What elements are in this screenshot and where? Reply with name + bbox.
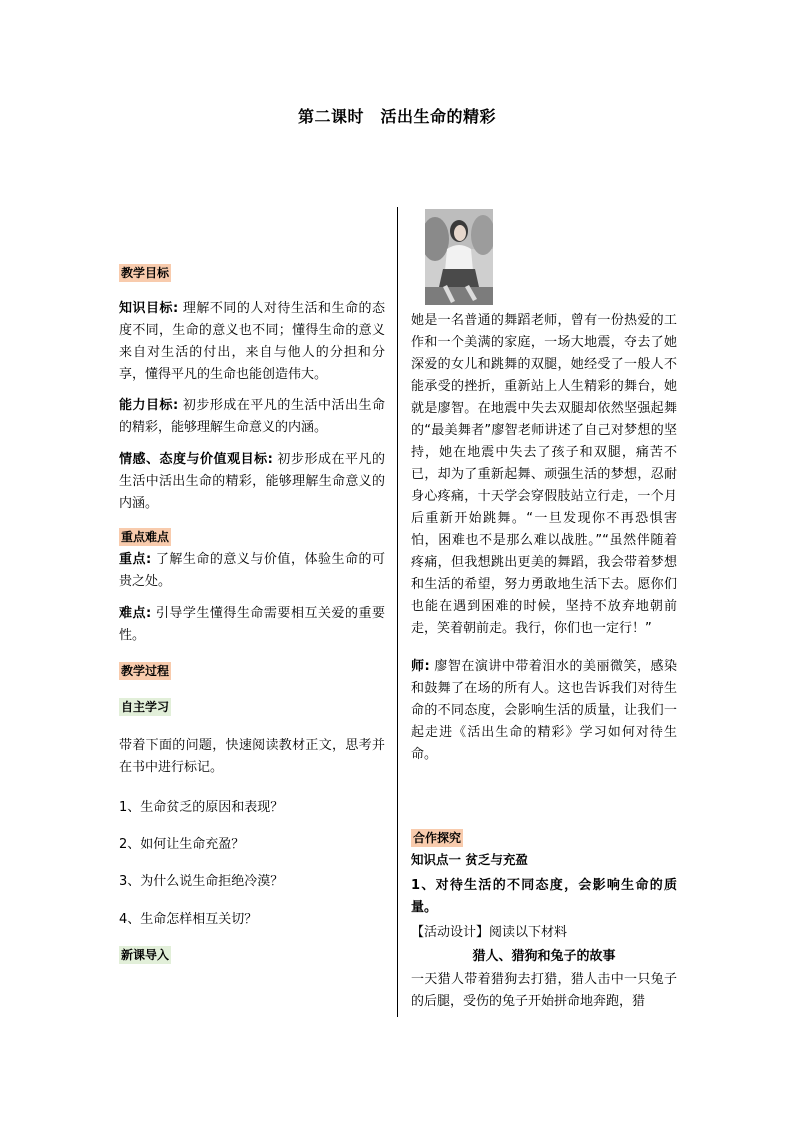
knowledge-goal-text: 理解不同的人对待生活和生命的态度不同，生命的意义也不同；懂得生命的意义来自对生活的付出，来自与他人的分担和分享，懂得平凡的生命也能创造伟大。	[119, 301, 385, 382]
activity-design: 【活动设计】阅读以下材料	[411, 925, 568, 940]
new-lesson-heading: 新课导入	[121, 948, 170, 962]
portrait-photo-icon	[425, 209, 493, 305]
story-paragraph: 她是一名普通的舞蹈老师，曾有一份热爱的工作和一个美满的家庭，一场大地震，夺去了她深爱的女儿和跳舞的双腿，她经受了一般人不能承受的挫折，重新站上人生精彩的舞台，她就是廖智。在地震中失去双腿却依然坚强起舞的“最美舞者”廖智老师讲述了自己对梦想的坚持，她在地震中失去了孩子和双腿，痛苦不已，却为了重新起舞、顽强生活的梦想，忍耐身心疼痛，十天学会穿假肢站立行走，一个月后重新开始跳舞。“一旦发现你不再恐惧害怕，困难也不是那么难以战胜。”“虽然伴随着疼痛，但我想跳出更美的舞蹈，我会带着梦想和生活的希望，努力勇敢地生活下去。愿你们也能在遇到困难的时候，坚持不放弃地朝前走，笑着朝前走。我行，你们也一定行！”	[411, 313, 677, 636]
ability-goal-label: 能力目标:	[119, 398, 179, 413]
teacher-paragraph	[411, 656, 677, 766]
teacher-label: 师:	[411, 659, 430, 674]
self-study-intro: 带着下面的问题，快速阅读教材正文，思考并在书中进行标记。	[119, 738, 385, 775]
knowledge-point-heading: 知识点一 贫乏与充盈	[411, 852, 528, 867]
question-item: 2、如何让生命充盈？	[119, 837, 245, 852]
teacher-text: 廖智在演讲中带着泪水的美丽微笑，感染和鼓舞了在场的所有人。这也告诉我们对待生命的不同态度，会影响生活的质量，让我们一起走进《活出生命的精彩》学习如何对待生命。	[411, 659, 677, 762]
question-item: 1、生命贫乏的原因和表现？	[119, 800, 284, 815]
page-title: 第二课时 活出生命的精彩	[297, 107, 496, 126]
knowledge-goal-label: 知识目标:	[119, 301, 179, 316]
difficult-point-label: 难点:	[119, 606, 152, 621]
ability-goal	[119, 395, 385, 439]
knowledge-goal	[119, 298, 385, 386]
question-item: 3、为什么说生命拒绝冷漠？	[119, 874, 284, 889]
cooperative-inquiry-heading: 合作探究	[413, 831, 462, 845]
story-title: 猎人、猎狗和兔子的故事	[472, 949, 616, 964]
self-study-heading: 自主学习	[121, 700, 170, 714]
emotion-goal-label: 情感、态度与价值观目标:	[119, 452, 273, 467]
key-point-text: 了解生命的意义与价值，体验生命的可贵之处。	[119, 552, 385, 589]
teaching-process-heading: 教学过程	[121, 664, 170, 678]
question-item: 4、生命怎样相互关切？	[119, 912, 258, 927]
point-one: 1、对待生活的不同态度，会影响生命的质量。	[411, 878, 677, 915]
emotion-goal	[119, 449, 385, 515]
difficult-point	[119, 603, 385, 647]
portrait-photo	[425, 209, 493, 305]
ability-goal-text: 初步形成在平凡的生活中活出生命的精彩，能够理解生命意义的内涵。	[119, 398, 385, 435]
column-divider	[397, 207, 398, 1017]
story-two: 一天猎人带着猎狗去打猎，猎人击中一只兔子的后腿，受伤的兔子开始拼命地奔跑，猎	[411, 972, 677, 1009]
key-point-label: 重点:	[119, 552, 152, 567]
difficult-point-text: 引导学生懂得生命需要相互关爱的重要性。	[119, 606, 385, 643]
key-points-heading: 重点难点	[121, 530, 170, 544]
emotion-goal-text: 初步形成在平凡的生活中活出生命的精彩，能够理解生命意义的内涵。	[119, 452, 385, 511]
key-point	[119, 549, 385, 593]
teaching-goals-heading: 教学目标	[121, 266, 170, 280]
